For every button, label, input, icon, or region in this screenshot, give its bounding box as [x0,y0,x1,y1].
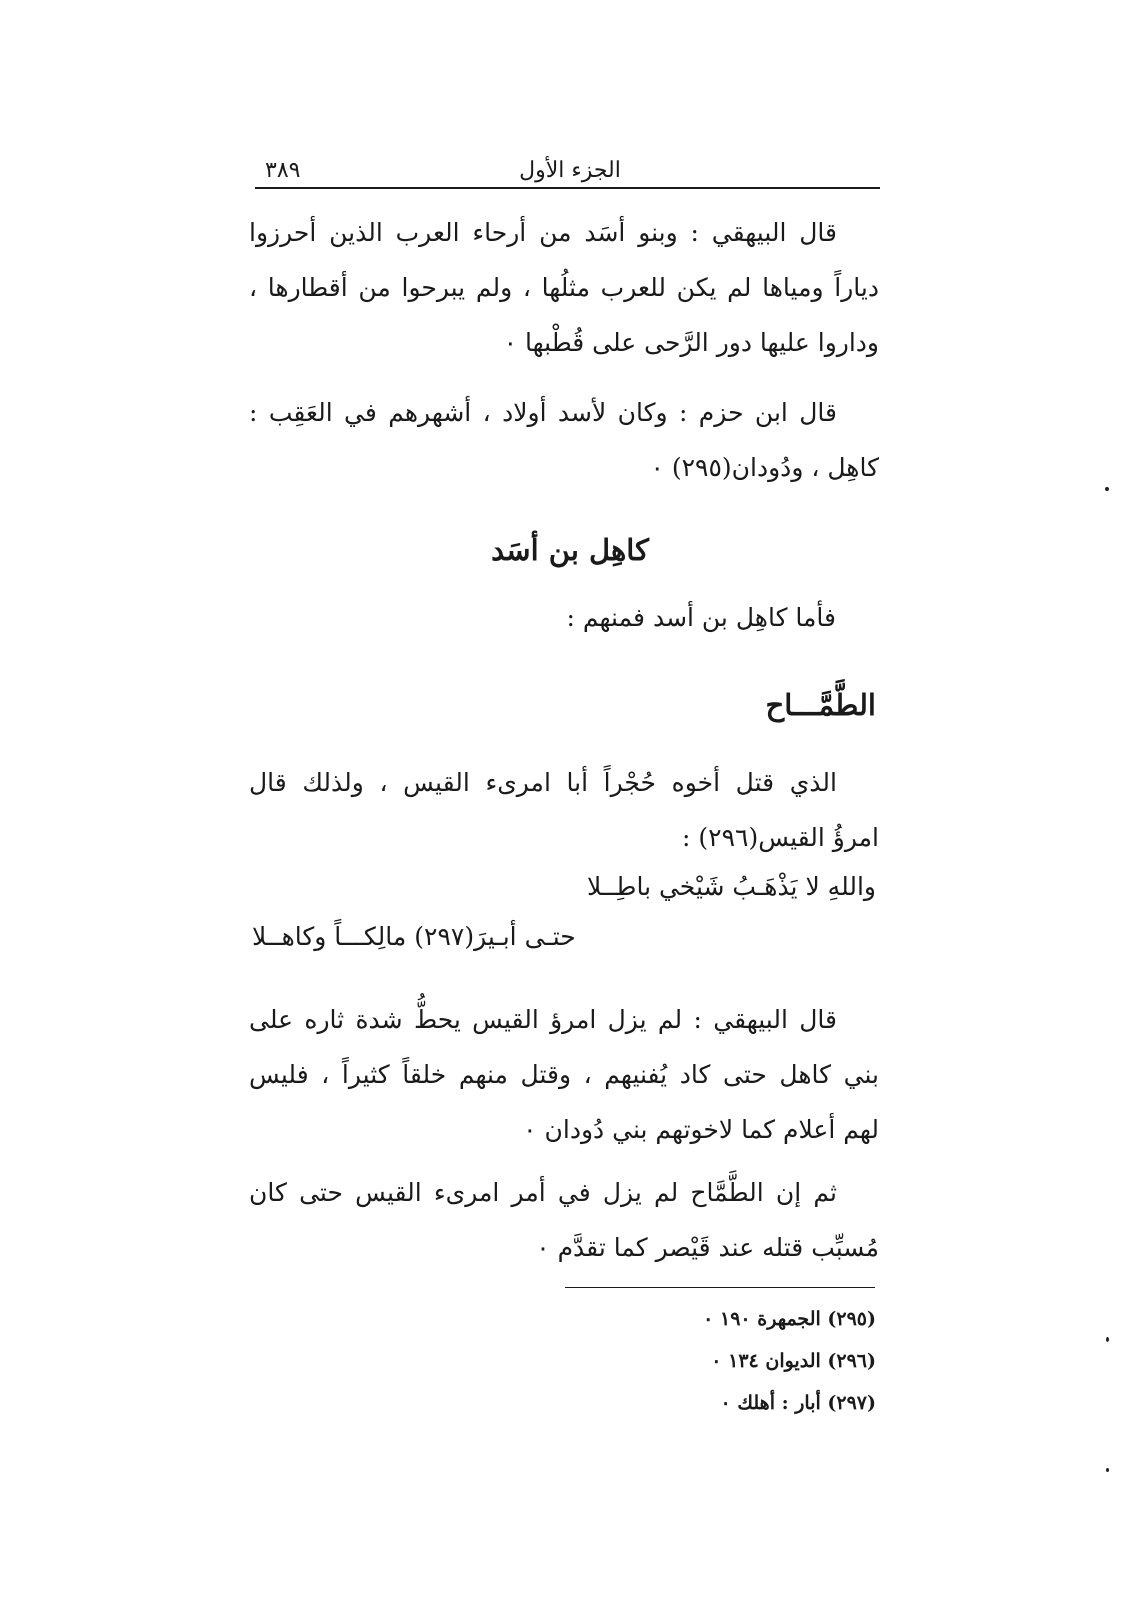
section-heading: كاهِل بن أسَد [491,533,649,567]
paragraph-bayhaqi-asad [249,205,879,370]
text-line: كاهِل ، ودُودان(٢٩٥) ٠ [650,453,879,482]
page-number: ٣٨٩ [265,158,301,183]
text-line: الذي قتل أخوه حُجْراً أبا امرىء القيس ، ولذلك قال [249,768,837,797]
header-rule [255,187,880,189]
running-title: الجزء الأول [519,158,621,183]
paragraph-bayhaqi-kahil [249,992,879,1157]
text-line: قال ابن حزم : وكان لأسد أولاد ، أشهرهم في العَقِب : [249,398,837,427]
text-line: وداروا عليها دور الرَّحى على قُطْبها ٠ [503,328,879,357]
text-line: مُسبِّب قتله عند قَيْصر كما تقدَّم ٠ [536,1233,879,1262]
text-line: بني كاهل حتى كاد يُفنيهم ، وقتل منهم خلقاً كثيراً ، فليس [249,1060,879,1089]
footnote-295: (٢٩٥) الجمهرة ١٩٠ ٠ [703,1308,876,1330]
scan-speck [1105,487,1109,491]
paragraph-tammah-qaysar [249,1165,879,1275]
text-line: دياراً ومياها لم يكن للعرب مثلُها ، ولم يبرحوا من أقطارها ، [249,273,879,302]
subheading-tammah: الطَّمَّـــاح [765,688,876,722]
footnote-rule [565,1287,875,1288]
text-line: قال البيهقي : وبنو أسَد من أرحاء العرب الذين أحرزوا [249,218,837,247]
text-line: لهم أعلام كما لاخوتهم بني دُودان ٠ [523,1115,879,1144]
text-line: امرؤُ القيس(٢٩٦) : [682,823,879,852]
paragraph-ibn-hazm [249,385,879,495]
scan-speck [1106,1468,1109,1472]
verse-line-2: حتـى أبـيرَ(٢٩٧) مالِكـــاً وكاهــلا [252,922,576,951]
footnote-297: (٢٩٧) أبار : أهلك ٠ [720,1392,876,1414]
verse-line-1: واللهِ لا يَذْهَـبُ شَيْخي باطِــلا [586,872,876,901]
page-header [255,150,880,190]
text-line: قال البيهقي : لم يزل امرؤ القيس يحطُّ شدة ثاره على [249,1005,837,1034]
text-line: ثم إن الطَّمَّاح لم يزل في أمر امرىء القيس حتى كان [249,1178,837,1207]
section-intro: فأما كاهِل بن أسد فمنهم : [566,603,836,632]
footnote-296: (٢٩٦) الديوان ١٣٤ ٠ [711,1350,876,1372]
paragraph-tammah [249,755,879,865]
scan-speck [1106,1337,1109,1342]
